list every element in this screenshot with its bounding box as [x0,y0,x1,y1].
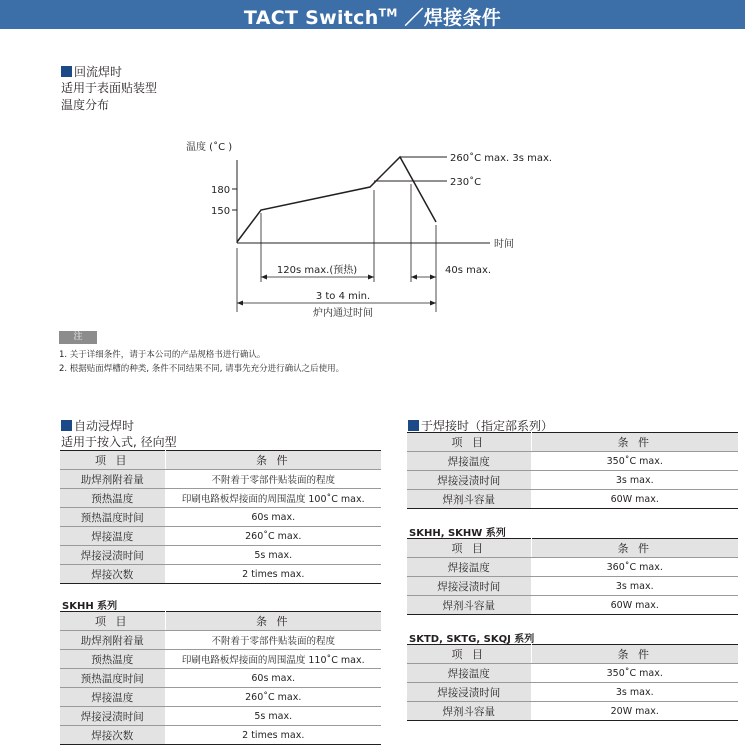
row-value: 印刷电路板焊接面的周围温度 100˚C max. [165,489,381,508]
column-header-item: 项 目 [60,451,165,470]
peak-label: 260˚C max. 3s max. [450,153,553,164]
dip-subheading: 适用于按入式, 径向型 [61,435,177,449]
table-header-row [60,451,381,470]
table-row [407,577,738,596]
column-header-condition: 条 件 [531,433,738,452]
table-row [60,707,381,726]
column-header-condition: 条 件 [531,539,738,558]
table-row [407,683,738,702]
skhh-skhw-series-title: SKHH, SKHW 系列 [409,528,506,539]
row-value: 5s max. [165,707,381,726]
row-label: 焊接温度 [407,664,531,683]
row-label: 焊接浸渍时间 [407,577,531,596]
note-tag: 注 [59,331,97,344]
row-value: 3s max. [531,683,738,702]
table-row [60,688,381,707]
y-axis-label: 温度 (˚C ) [186,142,233,153]
row-label: 焊剂斗容量 [407,702,531,721]
bullet-square-icon [408,420,419,431]
row-value: 2 times max. [165,565,381,584]
sktd-sktg-skqj-conditions-table [407,644,738,721]
row-label: 焊接次数 [60,565,165,584]
dip-heading [61,417,134,434]
row-value: 不附着于零部件贴装面的程度 [165,631,381,650]
arrow-icon [411,275,417,280]
row-value: 60s max. [165,669,381,688]
temperature-curve [237,157,436,242]
table-row [60,508,381,527]
table-row [407,664,738,683]
arrow-icon [261,275,267,280]
row-label: 焊剂斗容量 [407,596,531,615]
title-trademark: TM [378,6,398,20]
y-tick-150: 150 [211,206,231,217]
row-value: 不附着于零部件贴装面的程度 [165,470,381,489]
title-banner [0,0,745,29]
x-axis-label: 时间 [494,239,514,250]
column-header-item: 项 目 [60,612,165,631]
table-row [407,596,738,615]
table-row [60,470,381,489]
total-time-caption: 炉内通过时间 [313,308,373,319]
row-value: 360˚C max. [531,558,738,577]
table-row [407,452,738,471]
row-value: 260˚C max. [165,527,381,546]
reflow-profile-diagram [0,130,745,325]
column-header-condition: 条 件 [165,612,381,631]
table-row [407,558,738,577]
note-item-1: 1. 关于详细条件，请于本公司的产品规格书进行确认。 [59,350,266,360]
table-row [60,546,381,565]
row-value: 60W max. [531,596,738,615]
bullet-square-icon [61,66,72,77]
total-time-label: 3 to 4 min. [315,291,371,302]
skhh-dip-conditions-table [60,611,381,745]
cool-label: 40s max. [445,265,492,276]
row-value: 印刷电路板焊接面的周围温度 110˚C max. [165,650,381,669]
table-row [407,471,738,490]
arrow-icon [237,301,243,306]
table-header-row [407,433,738,452]
table-row [60,631,381,650]
page-title [0,3,745,30]
column-header-item: 项 目 [407,539,531,558]
arrow-icon [430,301,436,306]
level-230-label: 230˚C [450,177,482,188]
row-label: 预热温度时间 [60,669,165,688]
table-header-row [60,612,381,631]
row-label: 预热温度 [60,489,165,508]
manual-conditions-table [407,432,738,509]
row-value: 5s max. [165,546,381,565]
row-label: 焊接次数 [60,726,165,745]
row-value: 2 times max. [165,726,381,745]
reflow-heading-text: 回流焊时 [74,65,123,79]
table-row [60,489,381,508]
note-item-2: 2. 根据贴面焊槽的种类, 条件不同结果不同, 请事先充分进行确认之后使用。 [59,364,345,374]
row-label: 焊接浸渍时间 [60,546,165,565]
column-header-condition: 条 件 [165,451,381,470]
skhh-series-title: SKHH 系列 [62,601,118,612]
row-value: 60s max. [165,508,381,527]
row-label: 焊接温度 [407,452,531,471]
table-row [60,527,381,546]
row-label: 焊接温度 [60,688,165,707]
row-label: 焊接浸渍时间 [407,683,531,702]
table-row [60,650,381,669]
table-row [60,669,381,688]
dip-heading-text: 自动浸焊时 [74,419,135,433]
row-label: 焊接浸渍时间 [60,707,165,726]
manual-heading-text: 于焊接时（指定部系列） [421,419,554,433]
row-value: 3s max. [531,471,738,490]
row-value: 350˚C max. [531,664,738,683]
arrow-icon [368,275,374,280]
row-label: 助焊剂附着量 [60,470,165,489]
table-row [407,490,738,509]
row-label: 焊剂斗容量 [407,490,531,509]
sktd-sktg-skqj-series-title: SKTD, SKTG, SKQJ 系列 [409,634,535,645]
table-row [60,565,381,584]
bullet-square-icon [61,420,72,431]
row-value: 260˚C max. [165,688,381,707]
row-value: 350˚C max. [531,452,738,471]
table-header-row [407,645,738,664]
column-header-condition: 条 件 [531,645,738,664]
row-label: 预热温度 [60,650,165,669]
row-label: 焊接温度 [60,527,165,546]
preheat-label: 120s max.(预热) [276,265,358,276]
column-header-item: 项 目 [407,433,531,452]
row-label: 助焊剂附着量 [60,631,165,650]
title-rest: ／焊接条件 [404,7,502,29]
row-label: 焊接温度 [407,558,531,577]
arrow-icon [430,275,436,280]
reflow-applies-line: 适用于表面贴装型 [61,81,158,95]
row-value: 20W max. [531,702,738,721]
reflow-heading [61,63,122,80]
table-row [60,726,381,745]
title-main: TACT Switch [243,7,379,29]
row-value: 60W max. [531,490,738,509]
reflow-profile-line: 温度分布 [61,98,110,112]
table-row [407,702,738,721]
row-value: 3s max. [531,577,738,596]
skhh-skhw-conditions-table [407,538,738,615]
row-label: 预热温度时间 [60,508,165,527]
table-header-row [407,539,738,558]
y-tick-180: 180 [211,185,231,196]
column-header-item: 项 目 [407,645,531,664]
dip-conditions-table [60,450,381,584]
row-label: 焊接浸渍时间 [407,471,531,490]
